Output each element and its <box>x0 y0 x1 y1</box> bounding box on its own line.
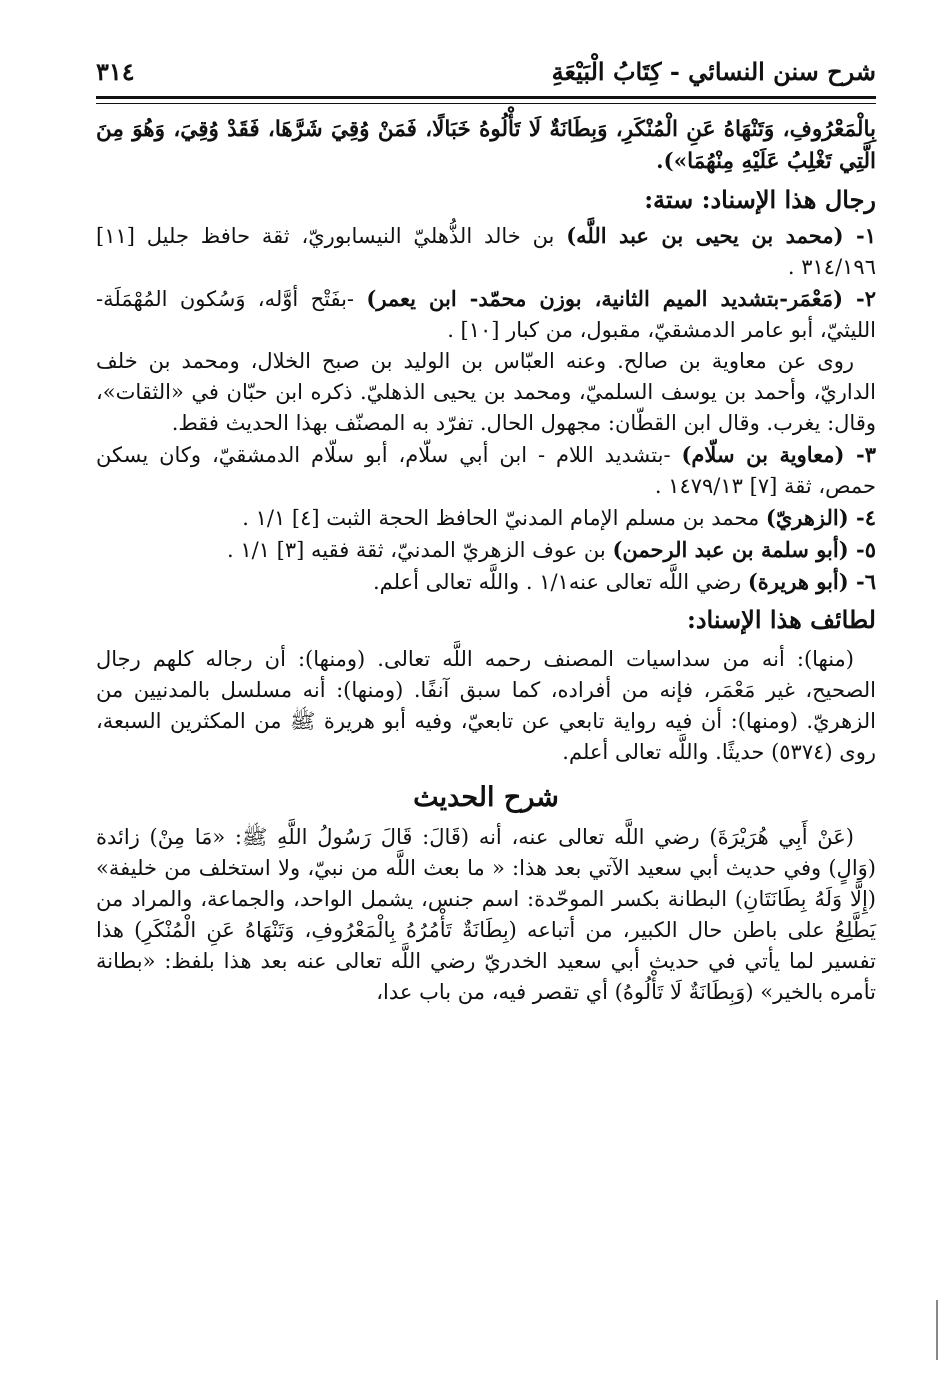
narrator-desc: محمد بن مسلم الإمام المدنيّ الحافظ الحجة الثبت [٤] ١/١ . <box>242 506 766 530</box>
narrator-note <box>96 346 876 439</box>
narrator-item <box>96 566 876 598</box>
page-edge-mark <box>936 1300 938 1360</box>
narrator-desc: -بتشديد اللام - ابن أبي سلّام، أبو سلّام الدمشقيّ، وكان يسكن حمص، ثقة [٧] ١٤٧٩/١٣ . <box>96 443 876 498</box>
running-title: شرح سنن النسائي - كِتَابُ الْبَيْعَةِ <box>551 57 876 86</box>
narrator-name: ١- (محمد بن يحيى بن عبد اللَّه) <box>566 223 876 248</box>
narrator-name: ٦- (أبو هريرة) <box>747 569 876 594</box>
book-page <box>96 50 876 1008</box>
narrator-item <box>96 283 876 346</box>
narrator-note-text: روى عن معاوية بن صالح. وعنه العبّاس بن الوليد بن صبح الخلال، ومحمد بن خلف الداريّ، وأحمد بن يوسف السلميّ، ومحمد بن يحيى الذهليّ. ذكره ابن حبّان في «الثقات»، وقال: يغرب. وقال ابن القطّان: مجهول الحال. تفرّد به المصنّف بهذا الحديث فقط. <box>96 349 876 435</box>
commentary-heading: شرح الحديث <box>413 782 559 813</box>
narrator-desc: بن عوف الزهريّ المدنيّ، ثقة فقيه [٣] ١/١ . <box>226 538 613 562</box>
subtleties-heading: لطائف هذا الإسناد: <box>686 605 876 634</box>
narrator-item <box>96 220 876 283</box>
narrator-name: ٤- (الزهريّ) <box>765 505 876 530</box>
hadith-text-continuation: بِالْمَعْرُوفِ، وَتَنْهَاهُ عَنِ الْمُنْكَرِ، وَبِطَانَةٌ لَا تَأْلُوهُ خَبَالًا، فَمَنْ وُقِيَ شَرَّهَا، فَقَدْ وُقِيَ، وَهُوَ مِنَ الَّتِي تَغْلِبُ عَلَيْهِ مِنْهُمَا»). <box>96 117 876 174</box>
header-rule <box>96 96 876 104</box>
narrator-name: ٣- (معاوية بن سلّام) <box>681 442 876 467</box>
subtleties-text: (منها): أنه من سداسيات المصنف رحمه اللَّه تعالى. (ومنها): أن رجاله كلهم رجال الصحيح، غير مَعْمَر، فإنه من أفراده، كما سبق آنفًا. (ومنها): أنه مسلسل بالمدنيين من الزهريّ. (ومنها): أن فيه رواية تابعي عن تابعيّ، وفيه أبو هريرة ﷺ من المكثرين السبعة، روى (٥٣٧٤) حديثًا. واللَّه تعالى أعلم. <box>96 647 877 764</box>
narrator-desc: -بفَتْح أوَّله، وَسُكون المُهْمَلَة- الليثيّ، أبو عامر الدمشقيّ، مقبول، من كبار [١٠] . <box>96 287 876 342</box>
narrator-name: ٢- (مَعْمَر-بتشديد الميم الثانية، بوزن محمّد- ابن يعمر) <box>366 286 876 311</box>
page-number: ٣١٤ <box>96 57 135 86</box>
narrators-heading: رجال هذا الإسناد: ستة: <box>644 185 876 214</box>
narrator-item <box>96 534 876 566</box>
narrator-desc: بن خالد الذُّهليّ النيسابوريّ، ثقة حافظ جليل [١١] ٣١٤/١٩٦ . <box>96 224 876 279</box>
commentary-text: (عَنْ أَبِي هُرَيْرَةَ) رضي اللَّه تعالى عنه، أنه (قَالَ: قَالَ رَسُولُ اللَّهِ ﷺ: «مَا مِنْ) زائدة (وَالٍ) وفي حديث أبي سعيد الآتي بعد هذا: « ما بعث اللَّه من نبيّ، ولا استخلف من خليفة» (إِلَّا وَلَهُ بِطَانَتَانِ) البطانة بكسر الموحّدة: اسم جنس، يشمل الواحد، والجماعة، والمراد من يَطَّلِعُ على باطن حال الكبير، من أتباعه (بِطَانَةٌ تَأْمُرُهُ بِالْمَعْرُوفِ، وَتَنْهَاهُ عَنِ الْمُنْكَرِ) هذا تفسير لما يأتي في حديث أبي سعيد الخدريّ رضي اللَّه تعالى عنه بعد هذا بلفظ: «بطانة تأمره بالخير» (وَبِطَانَةٌ لَا تَأْلُوهُ) أي تقصر فيه، من باب عدا، <box>96 825 876 1004</box>
narrator-list <box>96 220 876 598</box>
narrator-desc: رضي اللَّه تعالى عنه١/١ . واللَّه تعالى أعلم. <box>372 570 748 594</box>
page-header <box>96 50 876 94</box>
narrator-item <box>96 439 876 502</box>
narrator-item <box>96 502 876 534</box>
narrator-name: ٥- (أبو سلمة بن عبد الرحمن) <box>612 537 876 562</box>
